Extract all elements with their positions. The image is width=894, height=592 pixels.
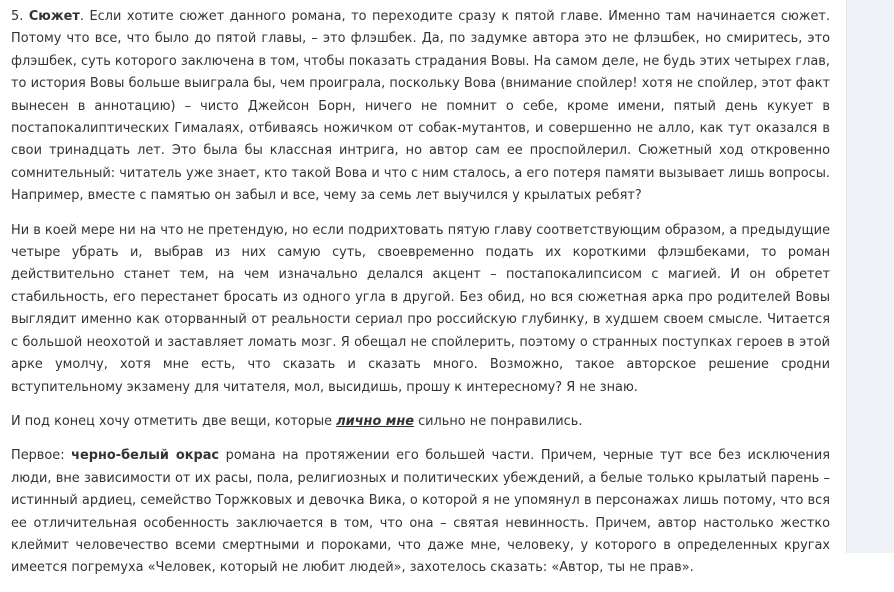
paragraph-text: . Если хотите сюжет данного романа, то переходите сразу к пятой главе. Именно там начинается сюжет. Потому что все, что было до пятой главы, – это флэшбек. Да, по задумке автора это не флэшбек, но смиритесь, это флэшбек, суть которого заключена в том, чтобы показать страдания Вовы. На самом деле, не будь этих четырех глав, то история Вовы больше выиграла бы, чем проиграла, поскольку Вова (внимание спойлер! хотя не спойлер, этот факт вынесен в аннотацию) – чисто Джейсон Борн, ничего не помнит о себе, кроме имени, пятый день кукует в постапокалиптических Гималаях, отбиваясь ножичком от собак-мутантов, и совершенно не алло, как тут оказался в свои тринадцать лет. Это была бы классная интрига, но автор сам ее проспойлерил. Сюжетный ход откровенно сомнительный: читатель уже знает, кто такой Вова и что с ним сталось, а его потеря памяти вызывает лишь вопросы. Например, вместе с памятью он забыл и все, чему за семь лет выучился у крылатых ребят? — [11, 9, 831, 204]
paragraph-black-white — [11, 445, 830, 579]
paragraph-dislikes-intro — [11, 411, 830, 433]
paragraph-text: Первое: — [11, 448, 72, 464]
emphasis-personally: лично мне — [336, 413, 414, 429]
term-plot: Сюжет — [28, 9, 80, 24]
paragraph-plot — [11, 6, 830, 208]
term-black-white: черно-белый окрас — [71, 448, 220, 464]
sidebar-strip — [846, 0, 894, 553]
item-number: 5. — [11, 9, 29, 24]
paragraph-text: И под конец хочу отметить две вещи, которые — [11, 413, 337, 429]
paragraph-text: романа на протяжении его большей части. Причем, черные тут все без исключения люди, вне зависимости от их расы, пола, религиозных и политических убеждений, а белые только крылатый парень – истинный ардиец, семейство Торжковых и девочка Вика, о которой я не упомянул в персонажах лишь потому, что вся ее отличительная особенность заключается в том, что она – святая невинность. Причем, автор настолько жестко клеймит человечество всеми смертными и пороками, что даже мне, человеку, у которого в определенных кругах имеется погремуха «Человек, который не любит людей», захотелось сказать: «Автор, ты не прав». — [11, 448, 830, 576]
paragraph-text: сильно не понравились. — [413, 413, 583, 429]
article-body — [11, 6, 830, 592]
paragraph-suggestion: Ни в коей мере ни на что не претендую, но если подрихтовать пятую главу соответствующим образом, а предыдущие четыре убрать и, выбрав из них самую суть, своевременно подать их короткими флэшбеками, то роман действительно станет тем, на чем изначально делался акцент – постапокалипсисом с магией. И он обретет стабильность, его перестанет бросать из одного угла в другой. Без обид, но вся сюжетная арка про родителей Вовы выглядит именно как оторванный от реальности сериал про российскую глубинку, в худшем своем смысле. Читается с большой неохотой и заставляет ломать мозг. Я обещал не спойлерить, поэтому о странных поступках героев в этой арке умолчу, хотя мне есть, что сказать и сказать много. Возможно, такое авторское решение сродни вступительному экзамену для читателя, мол, высидишь, прошу к интересному? Я не знаю. — [11, 222, 830, 395]
